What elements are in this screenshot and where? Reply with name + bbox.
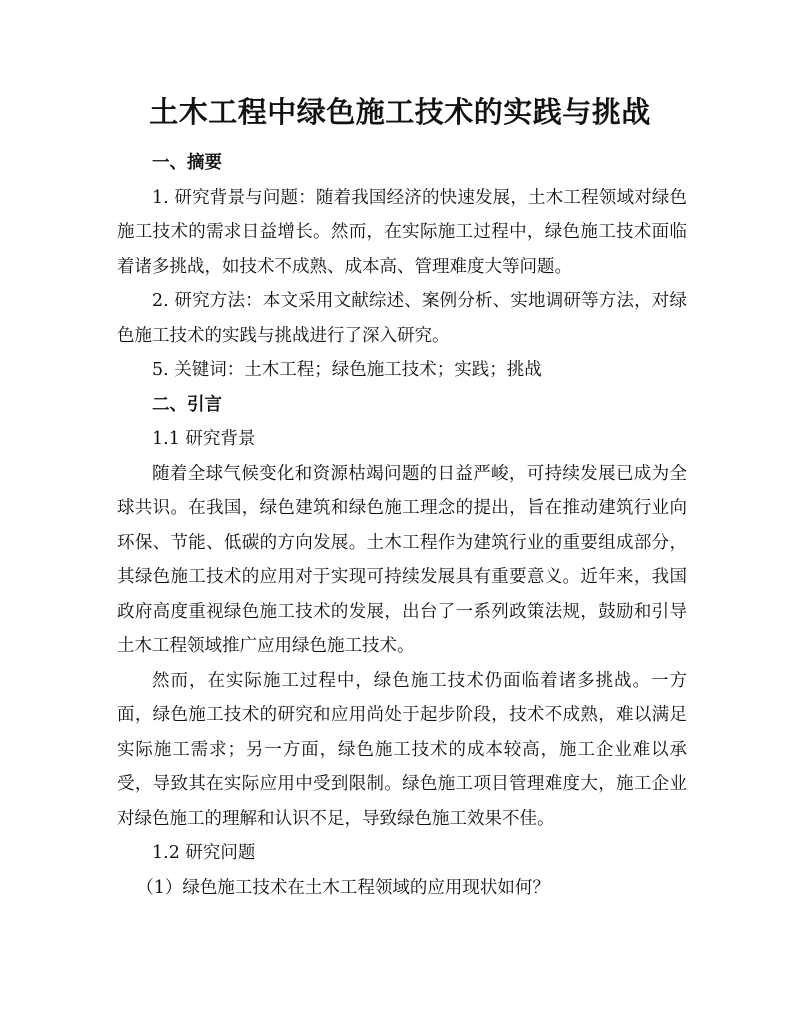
introduction-paragraph-2: 然而，在实际施工过程中，绿色施工技术仍面临着诸多挑战。一方面，绿色施工技术的研究和应用尚处于起步阶段，技术不成熟，难以满足实际施工需求；另一方面，绿色施工技术的成本较高，施工企业难以承受，导致其在实际应用中受到限制。绿色施工项目管理难度大，施工企业对绿色施工的理解和认识不足，导致绿色施工效果不佳。 (117, 670, 687, 829)
section-heading-abstract: 一、摘要 (152, 153, 222, 173)
subsection-heading-questions: 1.2 研究问题 (152, 843, 256, 863)
abstract-paragraph-keywords: 5. 关键词：土木工程；绿色施工技术；实践；挑战 (152, 360, 542, 380)
document-title: 土木工程中绿色施工技术的实践与挑战 (149, 95, 651, 129)
research-question-1: （1）绿色施工技术在土木工程领域的应用现状如何？ (136, 877, 550, 898)
subsection-heading-background: 1.1 研究背景 (152, 429, 256, 449)
abstract-paragraph-method: 2. 研究方法：本文采用文献综述、案例分析、实地调研等方法，对绿色施工技术的实践与挑战进行了深入研究。 (117, 291, 687, 346)
document-body (117, 146, 687, 905)
section-heading-introduction: 二、引言 (152, 394, 222, 415)
introduction-paragraph-1: 随着全球气候变化和资源枯竭问题的日益严峻，可持续发展已成为全球共识。在我国，绿色建筑和绿色施工理念的提出，旨在推动建筑行业向环保、节能、低碳的方向发展。土木工程作为建筑行业的重要组成部分，其绿色施工技术的应用对于实现可持续发展具有重要意义。近年来，我国政府高度重视绿色施工技术的发展，出台了一系列政策法规，鼓励和引导土木工程领域推广应用绿色施工技术。 (117, 463, 687, 656)
abstract-paragraph-background: 1. 研究背景与问题：随着我国经济的快速发展，土木工程领域对绿色施工技术的需求日益增长。然而，在实际施工过程中，绿色施工技术面临着诸多挑战，如技术不成熟、成本高、管理难度大等问题。 (117, 187, 687, 277)
